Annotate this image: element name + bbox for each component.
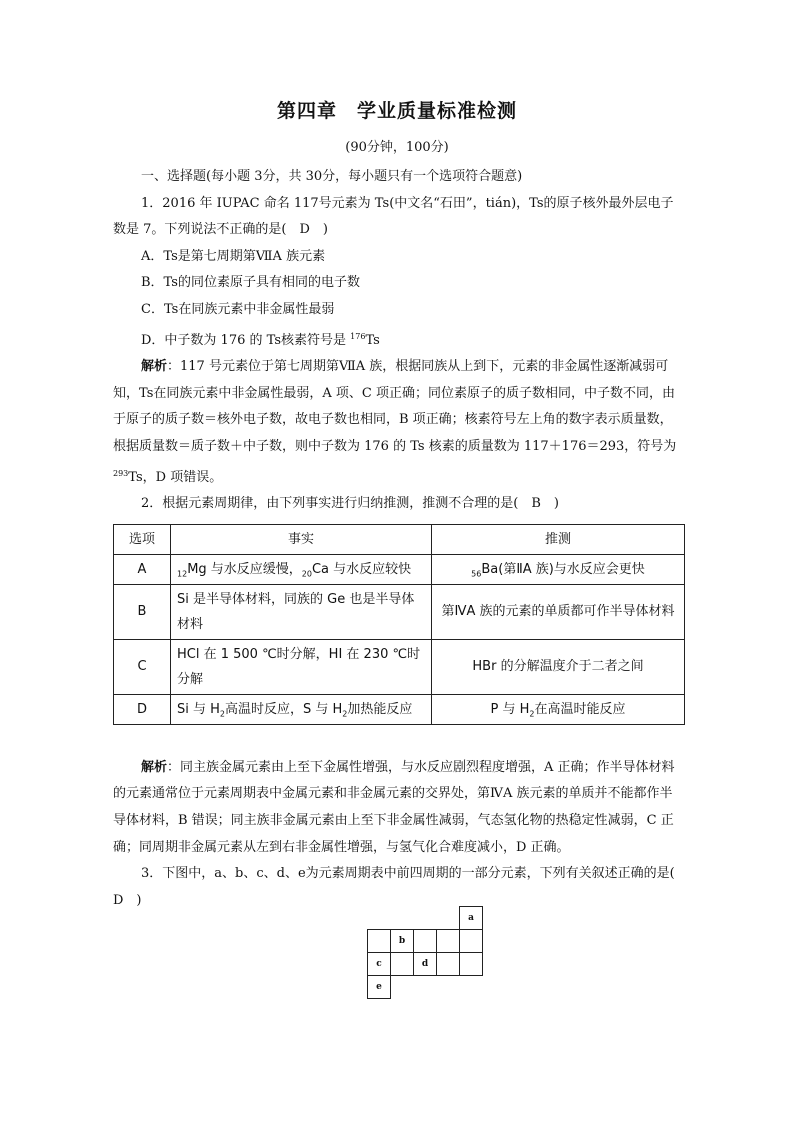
row-fact [171, 554, 432, 584]
grid-cell [414, 976, 437, 999]
header-fact: 事实 [171, 524, 432, 554]
element-symbol: Ca [311, 561, 330, 577]
row-inference [432, 554, 685, 584]
periodic-table-fragment [367, 906, 483, 999]
analysis-mass-number: 293 [113, 468, 129, 478]
question-3-stem: 3．下图中，a、b、c、d、e为元素周期表中前四周期的一部分元素，下列有关叙述正确的是( D ) [113, 866, 688, 908]
grid-cell-b: b [391, 930, 414, 953]
grid-cell-c: c [368, 953, 391, 976]
periodic-grid [367, 906, 483, 999]
question-2-stem: 2．根据元素周期律，由下列事实进行归纳推测，推测不合理的是( B ) [141, 496, 559, 512]
nuclide-mass-number: 176 [350, 331, 366, 341]
fact-text: 加热能反应 [347, 701, 413, 717]
row-fact [171, 694, 432, 724]
atomic-number: 20 [301, 569, 312, 579]
option-d-text: D．中子数为 176 的 Ts核素符号是 [141, 332, 351, 348]
fact-text: 高温时反应，S 与 H [225, 701, 343, 717]
analysis-tail: Ts，D 项错误。 [128, 469, 223, 485]
row-option: B [114, 584, 171, 639]
grid-cell [437, 907, 460, 930]
question-1-stem: 1．2016 年 IUPAC 命名 117号元素为 Ts(中文名“石田”，tián)，Ts的原子核外最外层电子数是 7。下列说法不正确的是( D ) [113, 195, 674, 238]
nuclide-symbol: Ts [365, 332, 380, 348]
section-heading: 一、选择题(每小题 3分，共 30分，每小题只有一个选项符合题意) [141, 169, 523, 184]
fact-text: Si 与 H [177, 701, 220, 717]
spacer [113, 733, 685, 755]
grid-cell [437, 976, 460, 999]
grid-cell-a: a [460, 907, 483, 930]
question-1-option-b: B．Ts的同位素原子具有相同的电子数 [141, 275, 360, 291]
grid-cell [368, 930, 391, 953]
question-1-analysis [113, 354, 685, 491]
row-inference [432, 694, 685, 724]
atomic-number: 56 [471, 569, 482, 579]
grid-cell [391, 976, 414, 999]
fact-text: 与水反应较快 [329, 561, 412, 577]
facts-table [113, 524, 685, 725]
grid-cell-e: e [368, 976, 391, 999]
grid-cell [460, 930, 483, 953]
question-1-option-c: C．Ts在同族元素中非金属性最弱 [141, 301, 335, 317]
question-1-option-d [113, 324, 685, 355]
header-inference: 推测 [432, 524, 685, 554]
grid-cell [368, 907, 391, 930]
grid-cell-d: d [414, 953, 437, 976]
table-row [114, 639, 685, 694]
table-header-row [114, 524, 685, 554]
inference-text: 在高温时能反应 [534, 701, 626, 717]
grid-cell [437, 953, 460, 976]
inference-text: Ba(第ⅡA 族)与水反应会更快 [481, 561, 645, 577]
analysis-text: ：117 号元素位于第七周期第ⅦA 族，根据同族从上到下，元素的非金属性逐渐减弱可知，Ts在同族元素中非金属性最弱，A 项、C 项正确；同位素原子的质子数相同，中子数不同，由于原子的质子数＝核外电子数，故电子数也相同，B 项正确；核素符号左上角的数字表示质量数，根据质量数＝质子数＋中子数，则中子数为 176 的 Ts 核素的质量数为 117＋176＝293，符号为 [113, 359, 677, 454]
grid-cell [460, 976, 483, 999]
subscript: 2 [342, 709, 348, 719]
subscript: 2 [219, 709, 225, 719]
question-2-analysis [113, 755, 685, 861]
exam-time-score: (90分钟，100分) [345, 140, 449, 155]
header-option: 选项 [114, 524, 171, 554]
grid-cell [391, 907, 414, 930]
page-title: 第四章 学业质量标准检测 [276, 100, 517, 122]
grid-cell [460, 953, 483, 976]
question-1-option-a: A．Ts是第七周期第ⅦA 族元素 [141, 248, 326, 264]
subscript: 2 [529, 709, 535, 719]
analysis-text: ：同主族金属元素由上至下金属性增强，与水反应剧烈程度增强，A 正确；作半导体材料的元素通常位于元素周期表中金属元素和非金属元素的交界处，第ⅣA 族元素的单质并不能都作半导体材料，B 错误；同主族非金属元素由上至下非金属性减弱，气态氢化物的热稳定性减弱，C 正确；同周期非金属元素从左到右非金属性增强，与氢气化合难度减小，D 正确。 [113, 759, 675, 855]
element-symbol: Mg [187, 561, 207, 577]
grid-cell [391, 953, 414, 976]
grid-cell [437, 930, 460, 953]
row-inference: 第ⅣA 族的元素的单质都可作半导体材料 [432, 584, 685, 639]
analysis-label: 解析 [141, 759, 168, 775]
row-inference: HBr 的分解温度介于二者之间 [432, 639, 685, 694]
row-fact: Si 是半导体材料，同族的 Ge 也是半导体材料 [171, 584, 432, 639]
document-body [113, 164, 688, 914]
fact-text: 与水反应缓慢， [206, 561, 302, 577]
table-row [114, 694, 685, 724]
row-option: C [114, 639, 171, 694]
grid-cell [414, 907, 437, 930]
table-row [114, 554, 685, 584]
row-option: A [114, 554, 171, 584]
analysis-label: 解析 [141, 359, 168, 375]
row-option: D [114, 694, 171, 724]
grid-cell [414, 930, 437, 953]
atomic-number: 12 [177, 569, 188, 579]
inference-text: P 与 H [490, 701, 530, 717]
row-fact: HCl 在 1 500 ℃时分解，HI 在 230 ℃时分解 [171, 639, 432, 694]
table-row [114, 584, 685, 639]
